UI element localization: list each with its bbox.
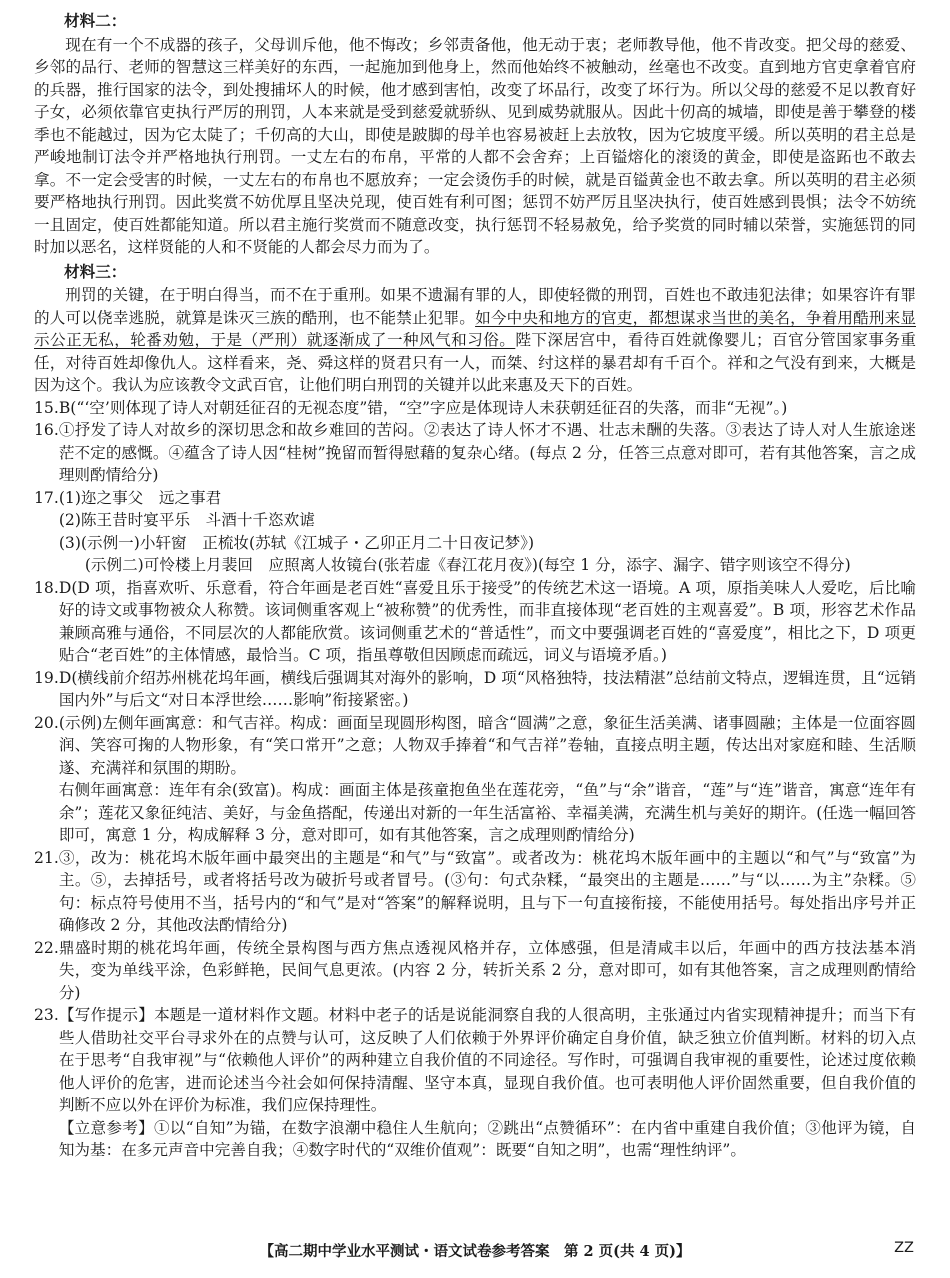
answer-17-line-3: (3)(示例一)小轩窗 正梳妆(苏轼《江城子・乙卯正月二十日夜记梦》) — [58, 533, 535, 552]
answer-text: D(D 项，指喜欢听、乐意看，符合年画是老百姓“喜爱且乐于接受”的传统艺术这一语境。A 项，原指美味人人爱吃，后比喻好的诗文或事物被众人称赞。该词侧重客观上“被称赞”的优秀性，而非直接体现“老百姓的主观喜爱”。B 项，形容艺术作品兼顾高雅与通俗，不同层次的人都能欣赏。该词侧重艺术的“普适性”，而文中要强调老百姓的“喜爱度”，相比之下，D 项更贴合“老百姓”的主体情感，最恰当。C 项，指虽尊敬但因顾虑而疏远，词义与语境矛盾。) — [58, 578, 916, 664]
answer-17-line-2: (2)陈王昔时宴平乐 斗酒十千恣欢谑 — [58, 511, 315, 529]
answer-18 — [34, 577, 916, 667]
answer-21 — [34, 847, 916, 937]
material-3-heading: 材料三： — [64, 261, 127, 281]
answer-17 — [34, 487, 916, 577]
answer-number: 15. — [34, 398, 59, 417]
answer-20-left-print: (示例)左侧年画寓意：和气吉祥。构成：画面呈现圆形构图，暗含“圆满”之意，象征生活美满、诸事圆融；主体是一位面容圆润、笑容可掬的人物形象，有“笑口常开”之意；人物双手捧着“和气吉祥”卷轴，直接点明主题，传达出对家庭和睦、生活顺遂、充满祥和氛围的期盼。 — [58, 713, 916, 777]
answer-22 — [34, 937, 916, 1005]
answer-20-right-print: 右侧年画寓意：连年有余(致富)。构成：画面主体是孩童抱鱼坐在莲花旁，“鱼”与“余”谐音，“莲”与“连”谐音，寓意“连年有余”；莲花又象征纯洁、美好，与金鱼搭配，传递出对新的一年生活富裕、幸福美满，充满生机与美好的期许。(任选一幅回答即可，寓意 1 分，构成解释 3 分，意对即可，如有其他答案，言之成理则酌情给分) — [58, 781, 916, 844]
answer-17-line-1: (1)迩之事父 远之事君 — [58, 488, 222, 507]
material-3-text-a: 刑罚的关键，在于明白得当，而不在于重刑。如果不遗漏有罪的人，即使轻微的刑罚，百姓也不敢违犯法律；如果容许有罪的人可以侥幸逃脱，就算是诛灭三族的酷刑，也不能禁止犯罪。 — [34, 286, 916, 327]
answer-16 — [34, 419, 916, 487]
writing-hint: 【写作提示】本题是一道材料作文题。材料中老子的话是说能洞察自我的人很高明，主张通过内省实现精神提升；而当下有些人借助社交平台寻求外在的点赞与认可，这反映了人们依赖于外界评价确定自身价值，缺乏独立价值判断。材料的切入点在于思考“自我审视”与“依赖他人评价”的两种建立自我价值的不同途径。写作时，可强调自我审视的重要性，论述过度依赖他人评价的危害，进而论述当今社会如何保持清醒、坚守本真，显现自我价值。也可表明他人评价固然重要，但自我价值的判断不应以外在评价为标准，我们应保持理性。 — [58, 1006, 916, 1114]
answer-23 — [34, 1004, 916, 1162]
theme-reference: 【立意参考】①以“自知”为锚，在数字浪潮中稳住人生航向；②跳出“点赞循环”：在内省中重建自我价值；③他评为镜，自知为基：在多元声音中完善自我；④数字时代的“双维价值观”：既要“自知之明”，也需“理性纳评”。 — [58, 1118, 916, 1159]
answer-number: 16. — [34, 421, 59, 439]
answer-number: 19. — [34, 668, 59, 687]
material-3-text-b: 陛下深居宫中，看待百姓就像婴儿；百官分管国家事务重任，对待百姓却像仇人。这样看来，尧、舜这样的贤君只有一人，而桀、纣这样的暴君却有千百个。祥和之气没有到来，大概是因为这个。我认为应该教令文武百官，让他们明白刑罚的关键并以此来惠及天下的百姓。 — [34, 331, 916, 394]
answer-23-body — [59, 1004, 916, 1162]
footer-mark: ZZ — [894, 1240, 914, 1256]
answer-text: ①抒发了诗人对故乡的深切思念和故乡难回的苦闷。②表达了诗人怀才不遇、壮志未酬的失落。③表达了诗人对人生旅途迷茫不定的感慨。④蕴含了诗人因“桂树”挽留而暂得慰藉的复杂心绪。(每点 2 分，任答三点意对即可，若有其他答案，言之成理则酌情给分) — [58, 421, 916, 484]
material-3-underlined-sentence: 如今中央和地方的官吏，都想谋求当世的美名，争着用酷刑来显示公正无私，轮番劝勉，于是（严刑）就逐渐成了一种风气和习俗。 — [34, 308, 916, 349]
answer-number: 23. — [34, 1006, 59, 1024]
material-3-text — [34, 284, 916, 397]
material-2-heading: 材料二： — [64, 11, 127, 30]
answer-number: 18. — [34, 578, 59, 597]
answer-20-body — [59, 712, 916, 847]
material-2-text: 现在有一个不成器的孩子，父母训斥他，他不悔改；乡邻责备他，他无动于衷；老师教导他，他不肯改变。把父母的慈爱、乡邻的品行、老师的智慧这三样美好的东西，一起施加到他身上，然而他始终不被触动，丝毫也不改变。直到地方官吏拿着官府的兵器，推行国家的法令，到处搜捕坏人的时候，他才感到害怕，改变了坏品行，改变了坏行为。所以父母的慈爱不足以教育好子女，必须依靠官吏执行严厉的刑罚，人本来就是受到慈爱就骄纵、见到威势就服从。因此十仞高的城墙，即使是善于攀登的楼季也不能越过，因为它太陡了；千仞高的大山，即使是跛脚的母羊也容易被赶上去放牧，因为它坡度平缓。所以英明的君主总是严峻地制订法令并严格地执行刑罚。一丈左右的布帛，平常的人都不会舍弃；上百镒熔化的滚烫的黄金，即使是盗跖也不敢去拿。不一定会受害的时候，一丈左右的布帛也不愿放弃；一定会烫伤手的时候，就是百镒黄金也不敢去拿。所以英明的君主必须要严格地执行刑罚。因此奖赏不妨优厚且坚决兑现，使百姓有利可图；惩罚不妨严厉且坚决执行，使百姓感到畏惧；法令不妨统一且固定，使百姓都能知道。所以君主施行奖赏而不随意改变，执行惩罚不轻易赦免，给予奖赏的同时辅以荣誉，实施惩罚的同时加以恶名，这样贤能的人和不贤能的人都会尽力而为了。 — [34, 35, 916, 256]
answer-17-line-4: (示例二)可怜楼上月裴回 应照离人妆镜台(张若虚《春江花月夜》)(每空 1 分，添字、漏字、错字则该空不得分) — [84, 556, 851, 574]
page-footer: 【高二期中学业水平测试・语文试卷参考答案 第 2 页(共 4 页)】 — [259, 1243, 691, 1260]
answer-15 — [34, 397, 916, 420]
answer-number: 17. — [34, 488, 59, 507]
answer-number: 21. — [34, 848, 59, 867]
answer-number: 22. — [34, 938, 59, 957]
answer-text: B(“‘空’则体现了诗人对朝廷征召的无视态度”错，“空”字应是体现诗人未获朝廷征召的失落，而非“无视”。) — [58, 398, 788, 417]
answer-19 — [34, 667, 916, 712]
answer-text: ③，改为：桃花坞木版年画中最突出的主题是“和气”与“致富”。或者改为：桃花坞木版年画中的主题以“和气”与“致富”为主。⑤，去掉括号，或者将括号改为破折号或者冒号。(③句：句式杂糅，“最突出的主题是……”与“以……为主”杂糅。⑤句：标点符号使用不当，括号内的“和气”是对“答案”的解释说明，且与下一句直接衔接，不能使用括号。每处指出序号并正确修改 2 分，其他改法酌情给分) — [58, 848, 916, 934]
answer-20 — [34, 712, 916, 847]
answer-17-body — [59, 487, 916, 577]
answer-text: D(横线前介绍苏州桃花坞年画，横线后强调其对海外的影响，D 项“风格独特，技法精湛”总结前文特点，逻辑连贯，且“远销国内外”与后文“对日本浮世绘……影响”衔接紧密。) — [58, 668, 916, 709]
answer-number: 20. — [34, 713, 59, 732]
answer-text: 鼎盛时期的桃花坞年画，传统全景构图与西方焦点透视风格并存，立体感强，但是清咸丰以后，年画中的西方技法基本消失，变为单线平涂，色彩鲜艳，民间气息更浓。(内容 2 分，转折关系 2 分，意对即可，如有其他答案，言之成理则酌情给分) — [58, 938, 916, 1002]
